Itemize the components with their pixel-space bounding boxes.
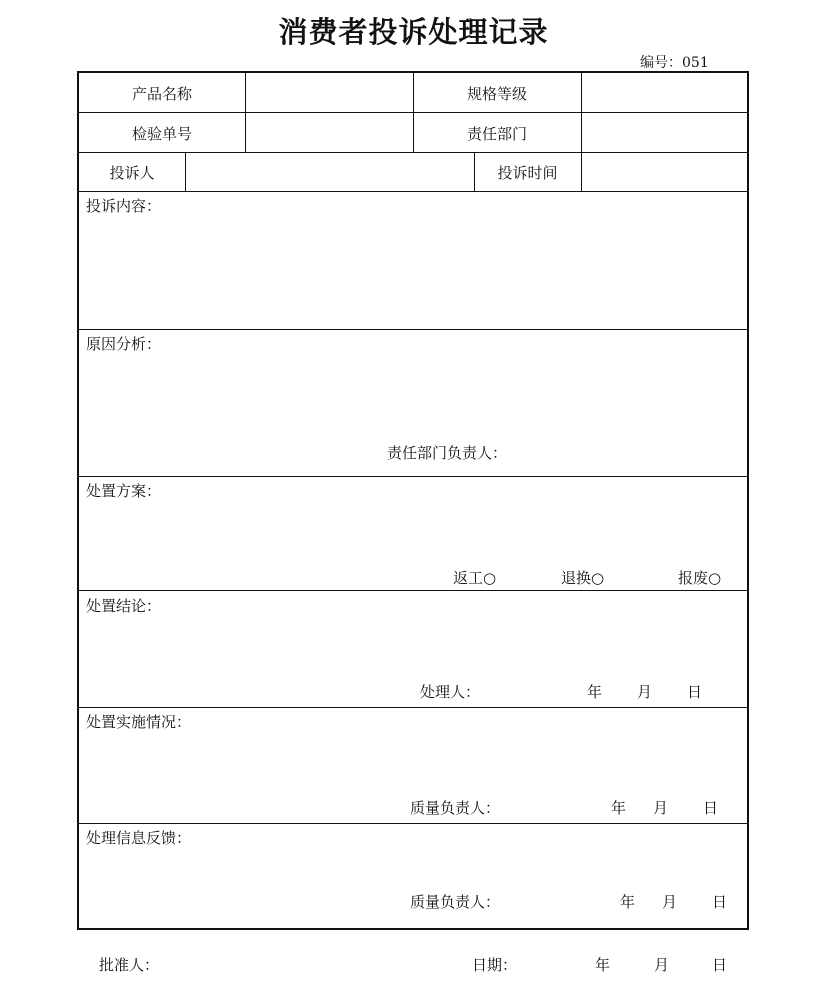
option-rework: 返工○ xyxy=(453,569,497,587)
col-divider xyxy=(245,73,246,152)
label-approver: 批准人： xyxy=(99,956,160,974)
section-divider xyxy=(79,329,747,330)
option-scrap: 报废○ xyxy=(678,569,722,587)
document-number: 编号：051 xyxy=(640,55,709,71)
label-year: 年 xyxy=(587,683,603,701)
label-year: 年 xyxy=(611,799,627,817)
label-complaint-time: 投诉时间 xyxy=(497,164,558,182)
label-disposal-plan: 处置方案： xyxy=(86,482,162,500)
label-complaint-content: 投诉内容： xyxy=(86,197,162,215)
label-year: 年 xyxy=(595,956,611,974)
label-day: 日 xyxy=(712,956,728,974)
label-month: 月 xyxy=(653,799,669,817)
label-inspection-no: 检验单号 xyxy=(131,125,192,143)
label-quality-head: 质量负责人： xyxy=(410,893,501,911)
section-divider xyxy=(79,823,747,824)
label-dept-head: 责任部门负责人： xyxy=(387,444,508,462)
label-complainant: 投诉人 xyxy=(109,164,155,182)
label-date: 日期： xyxy=(472,956,518,974)
label-feedback: 处理信息反馈： xyxy=(86,829,192,847)
label-month: 月 xyxy=(654,956,670,974)
section-divider xyxy=(79,476,747,477)
col-divider xyxy=(581,73,582,152)
label-product-name: 产品名称 xyxy=(131,85,192,103)
label-spec-grade: 规格等级 xyxy=(466,85,527,103)
row-divider xyxy=(79,152,747,153)
col-divider xyxy=(581,152,582,191)
option-exchange: 退换○ xyxy=(561,569,605,587)
row-divider xyxy=(79,191,747,192)
label-resp-dept: 责任部门 xyxy=(466,125,527,143)
label-day: 日 xyxy=(712,893,728,911)
label-quality-head: 质量负责人： xyxy=(410,799,501,817)
complaint-form xyxy=(77,71,749,930)
label-handler: 处理人： xyxy=(420,683,481,701)
label-month: 月 xyxy=(637,683,653,701)
label-day: 日 xyxy=(703,799,719,817)
col-divider xyxy=(185,152,186,191)
label-disposal-conclusion: 处置结论： xyxy=(86,597,162,615)
page-title: 消费者投诉处理记录 xyxy=(278,15,549,49)
label-year: 年 xyxy=(620,893,636,911)
label-month: 月 xyxy=(662,893,678,911)
label-cause-analysis: 原因分析： xyxy=(86,335,162,353)
label-implementation: 处置实施情况： xyxy=(86,713,192,731)
section-divider xyxy=(79,707,747,708)
section-divider xyxy=(79,590,747,591)
label-day: 日 xyxy=(687,683,703,701)
